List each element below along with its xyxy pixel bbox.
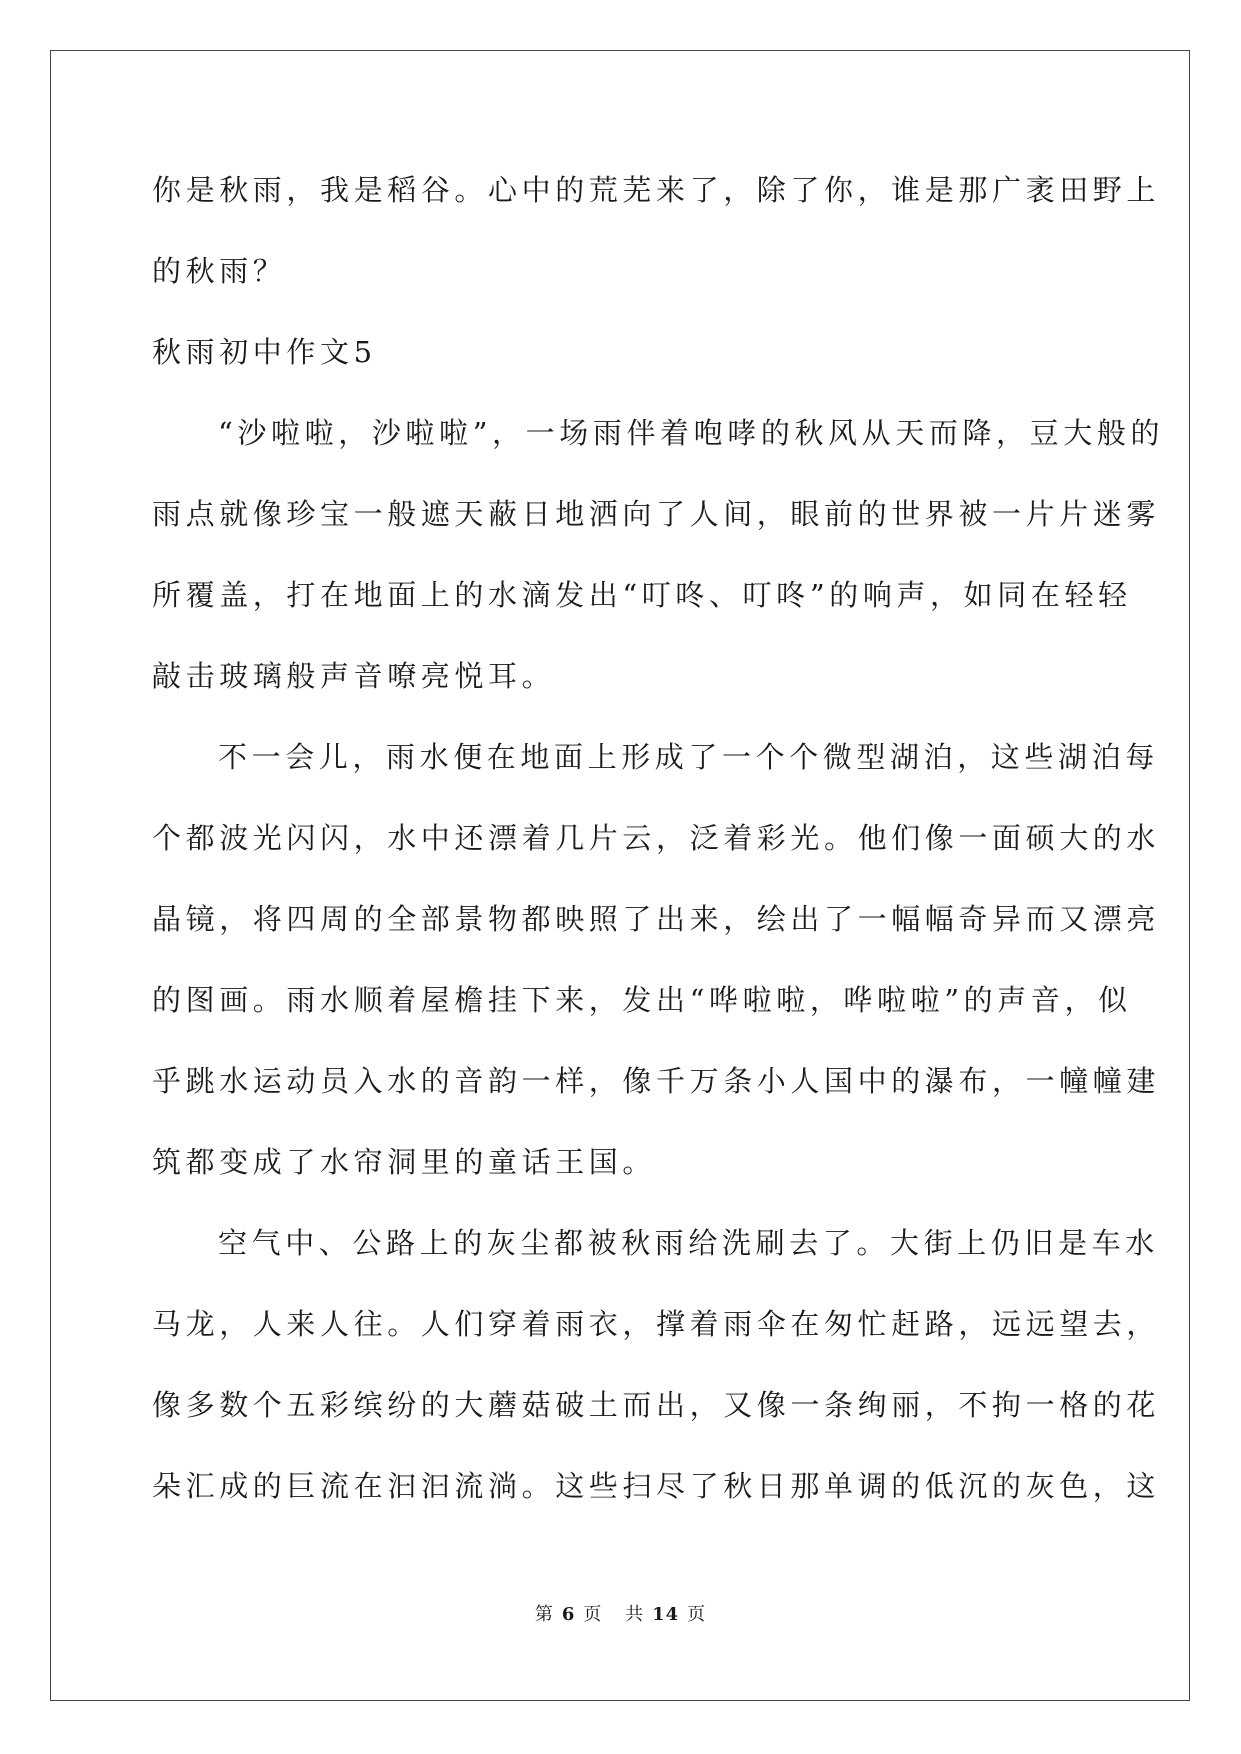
text-line: 的秋雨？ [152, 254, 287, 288]
text-line: 筑都变成了水帘洞里的童话王国。 [152, 1145, 657, 1179]
text-line: 你是秋雨，我是稻谷。心中的荒芜来了，除了你，谁是那广袤田野上 [152, 173, 1161, 207]
text-line: 个都波光闪闪，水中还漂着几片云，泛着彩光。他们像一面硕大的水 [152, 821, 1161, 855]
page-total: 共 14 页 [625, 1604, 707, 1625]
text-line: 像多数个五彩缤纷的大蘑菇破土而出，又像一条绚丽，不拘一格的花 [152, 1388, 1161, 1422]
text-line: 敲击玻璃般声音嘹亮悦耳。 [152, 659, 556, 693]
text-line: 的图画。雨水顺着屋檐挂下来，发出“哗啦啦，哗啦啦”的声音，似 [152, 983, 1132, 1017]
section-heading: 秋雨初中作文5 [152, 335, 377, 369]
text-line: 乎跳水运动员入水的音韵一样，像千万条小人国中的瀑布，一幢幢建 [152, 1064, 1161, 1098]
text-line: 空气中、公路上的灰尘都被秋雨给洗刷去了。大街上仍旧是车水 [218, 1226, 1159, 1260]
page-number: 第 6 页 [534, 1604, 603, 1625]
text-line: 所覆盖，打在地面上的水滴发出“叮咚、叮咚”的响声，如同在轻轻 [152, 578, 1132, 612]
text-line: 不一会儿，雨水便在地面上形成了一个个微型湖泊，这些湖泊每 [218, 740, 1159, 774]
text-line: “沙啦啦，沙啦啦”，一场雨伴着咆哮的秋风从天而降，豆大般的 [218, 416, 1165, 450]
document-body [152, 160, 1165, 1537]
text-line: 雨点就像珍宝一般遮天蔽日地洒向了人间，眼前的世界被一片片迷雾 [152, 497, 1161, 531]
text-line: 马龙，人来人往。人们穿着雨衣，撑着雨伞在匆忙赶路，远远望去， [152, 1307, 1161, 1341]
text-line: 朵汇成的巨流在汩汩流淌。这些扫尽了秋日那单调的低沉的灰色，这 [152, 1469, 1161, 1503]
text-line: 晶镜，将四周的全部景物都映照了出来，绘出了一幅幅奇异而又漂亮 [152, 902, 1161, 936]
page-footer [0, 1600, 1241, 1626]
